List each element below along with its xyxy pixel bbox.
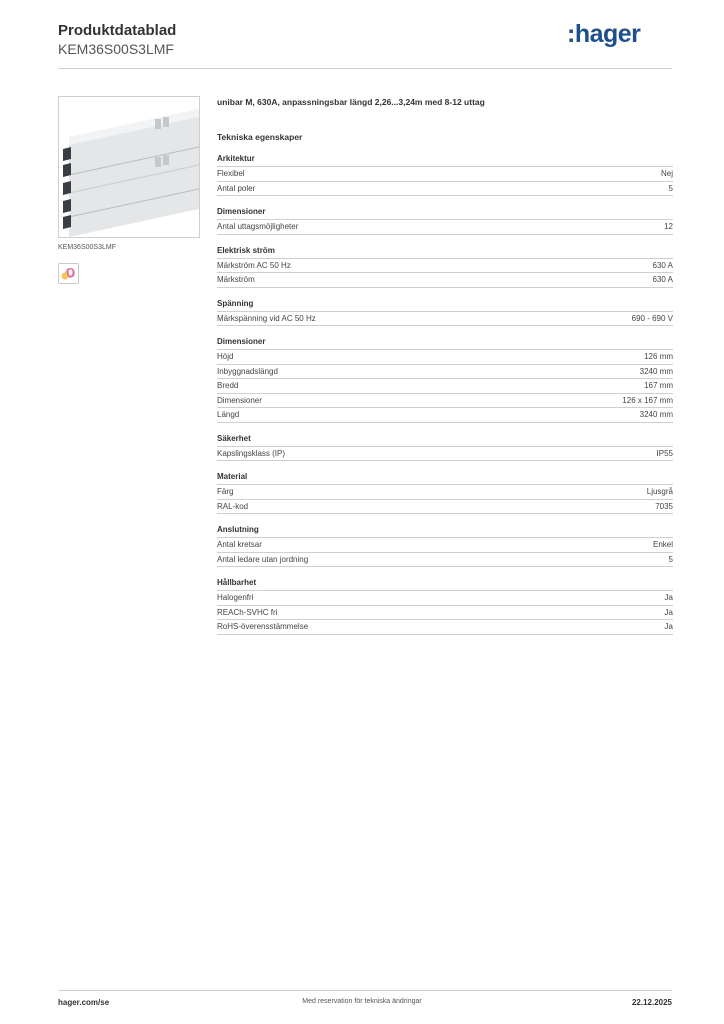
spec-group xyxy=(217,577,673,635)
spec-value: Ja xyxy=(664,622,673,631)
spec-label: RAL-kod xyxy=(217,501,249,511)
spec-value: 167 mm xyxy=(644,381,673,390)
spec-value: Ljusgrå xyxy=(646,487,673,496)
group-title: Elektrisk ström xyxy=(217,245,673,259)
product-description: unibar M, 630A, anpassningsbar längd 2,26...3,24m med 8-12 uttag xyxy=(217,97,485,107)
page-title: Produktdatablad xyxy=(58,22,177,39)
spec-value: 690 - 690 V xyxy=(631,313,673,323)
group-title: Material xyxy=(217,471,673,485)
spec-value: Ja xyxy=(664,607,673,617)
footer-disclaimer: Med reservation för tekniska ändringar xyxy=(302,998,422,1005)
spec-group xyxy=(217,206,673,235)
spec-group xyxy=(217,153,673,196)
group-title: Dimensioner xyxy=(217,206,673,220)
spec-row xyxy=(217,379,673,394)
footer-date: 22.12.2025 xyxy=(631,998,672,1007)
footer-divider xyxy=(58,990,672,991)
busbar-illustration-icon xyxy=(59,97,199,237)
spec-label: Antal kretsar xyxy=(217,540,262,549)
group-title: Anslutning xyxy=(217,524,673,538)
spec-row xyxy=(217,273,673,288)
document-header xyxy=(58,22,176,58)
spec-row xyxy=(217,606,673,621)
spec-row xyxy=(217,182,673,197)
spec-label: Dimensioner xyxy=(217,395,262,405)
spec-label: Märkström AC 50 Hz xyxy=(217,260,291,270)
spec-label: Antal uttagsmöjligheter xyxy=(217,222,299,231)
spec-group xyxy=(217,298,673,327)
spec-label: REACh-SVHC fri xyxy=(217,607,278,617)
hager-logo: :hager xyxy=(567,20,641,48)
spec-row xyxy=(217,394,673,409)
spec-value: 126 x 167 mm xyxy=(622,395,673,405)
spec-group xyxy=(217,433,673,462)
spec-value: Nej xyxy=(660,169,673,178)
spec-label: Längd xyxy=(217,410,240,419)
spec-value: 7035 xyxy=(655,501,673,511)
spec-label: Halogenfri xyxy=(217,593,254,602)
image-caption: KEM36S00S3LMF xyxy=(58,244,116,251)
spec-label: Antal ledare utan jordning xyxy=(217,554,309,564)
product-code: KEM36S00S3LMF xyxy=(58,41,174,57)
spec-row xyxy=(217,485,673,500)
group-title: Säkerhet xyxy=(217,433,673,447)
spec-value: 3240 mm xyxy=(639,410,673,419)
spec-value: IP55 xyxy=(656,448,673,458)
spec-row xyxy=(217,553,673,568)
technical-content xyxy=(217,96,673,635)
spec-row xyxy=(217,220,673,235)
spec-group xyxy=(217,524,673,567)
spec-value: 3240 mm xyxy=(639,366,673,376)
spec-value: 5 xyxy=(668,183,673,193)
spec-group xyxy=(217,336,673,423)
website-link[interactable]: hager.com/se xyxy=(58,998,110,1007)
spec-row xyxy=(217,620,673,635)
spec-label: Antal poler xyxy=(217,183,256,193)
spec-label: Höjd xyxy=(217,352,234,361)
spec-label: Inbyggnadslängd xyxy=(217,366,278,376)
spec-label: Flexibel xyxy=(217,169,245,178)
spec-row xyxy=(217,538,673,553)
spec-label: Bredd xyxy=(217,381,239,390)
spec-row xyxy=(217,167,673,182)
group-title: Arkitektur xyxy=(217,153,673,167)
spec-label: Färg xyxy=(217,487,234,496)
spec-row xyxy=(217,312,673,327)
spec-label: Märkspänning vid AC 50 Hz xyxy=(217,313,316,323)
warning-label-icon xyxy=(58,263,79,284)
spec-label: RoHS-överensstämmelse xyxy=(217,622,309,631)
spec-row xyxy=(217,447,673,462)
spec-value: Enkel xyxy=(652,540,673,549)
spec-row xyxy=(217,591,673,606)
spec-value: 630 A xyxy=(652,275,673,284)
spec-value: 5 xyxy=(668,554,673,564)
spec-value: 630 A xyxy=(652,260,673,270)
spec-row xyxy=(217,259,673,274)
product-image xyxy=(58,96,200,238)
spec-label: Kapslingsklass (IP) xyxy=(217,448,286,458)
header-divider xyxy=(58,68,672,69)
group-title: Spänning xyxy=(217,298,673,312)
spec-value: Ja xyxy=(664,593,673,602)
spec-value: 12 xyxy=(664,222,673,231)
spec-row xyxy=(217,408,673,423)
group-title: Dimensioner xyxy=(217,336,673,350)
spec-row xyxy=(217,365,673,380)
section-title: Tekniska egenskaper xyxy=(217,132,303,142)
spec-label: Märkström xyxy=(217,275,255,284)
spec-value: 126 mm xyxy=(644,352,673,361)
group-title: Hållbarhet xyxy=(217,577,673,591)
spec-group xyxy=(217,471,673,514)
spec-row xyxy=(217,500,673,515)
spec-row xyxy=(217,350,673,365)
spec-group xyxy=(217,245,673,288)
